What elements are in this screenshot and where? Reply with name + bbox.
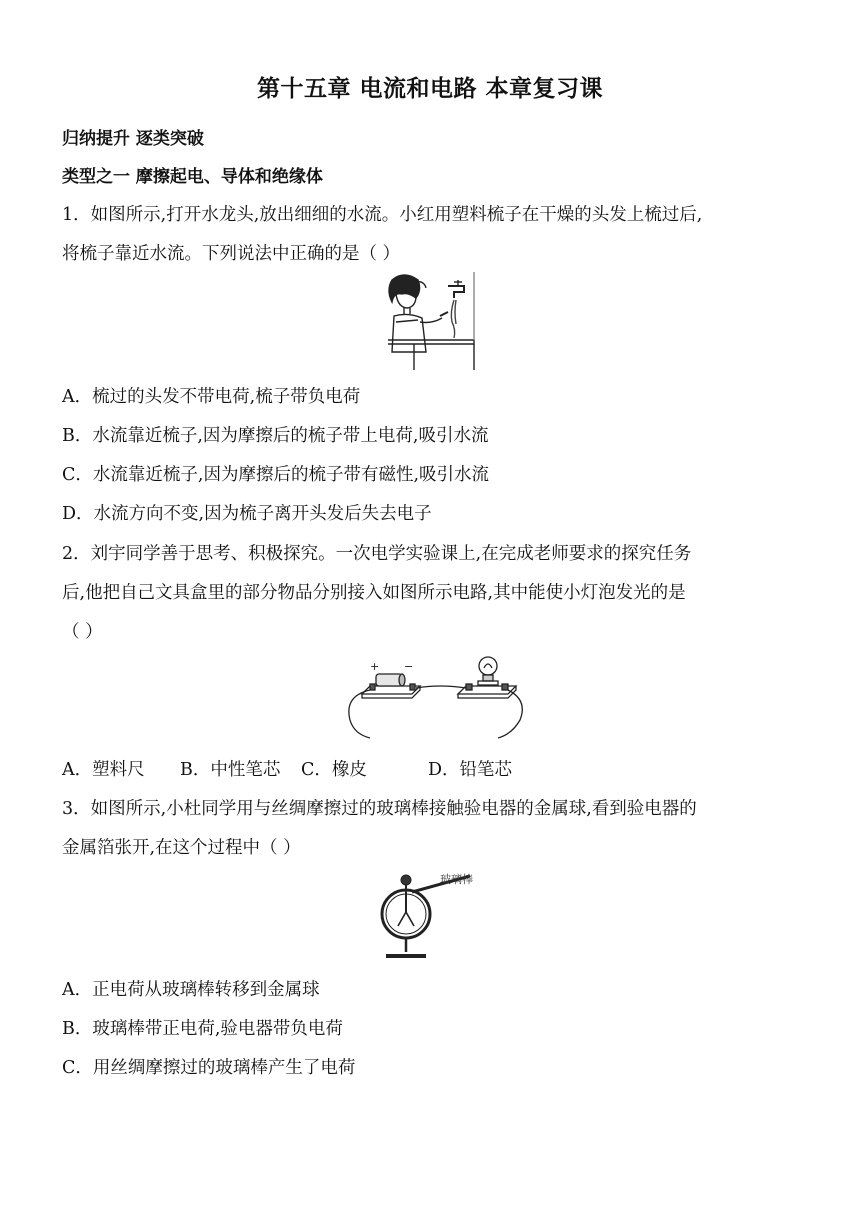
q2-options-row [62,756,512,781]
q1-option-d: D．水流方向不变,因为梳子离开头发后失去电子 [62,504,432,524]
q2-option-a: A．塑料尺 [62,760,145,780]
q3-option-c: C．用丝绸摩擦过的玻璃棒产生了电荷 [62,1058,356,1078]
q2-option-d: D．铅笔芯 [428,760,513,780]
q3-electroscope-figure [372,866,492,964]
section-heading-type1: 类型之一 摩擦起电、导体和绝缘体 [62,167,323,187]
q2-option-c: C．橡皮 [301,760,367,780]
q3-stem-line1: 3．如图所示,小杜同学用与丝绸摩擦过的玻璃棒接触验电器的金属球,看到验电器的 [62,799,697,819]
q1-stem-line2: 将梳子靠近水流。下列说法中正确的是（ ） [62,244,401,264]
q1-option-b: B．水流靠近梳子,因为摩擦后的梳子带上电荷,吸引水流 [62,426,489,446]
q3-stem-line2: 金属箔张开,在这个过程中（ ） [62,838,301,858]
section-heading-summary: 归纳提升 逐类突破 [62,129,204,149]
glass-rod-label: 玻璃棒 [440,873,473,886]
q2-circuit-figure [340,650,530,742]
q2-option-b: B．中性笔芯 [180,760,281,780]
page-title: 第十五章 电流和电路 本章复习课 [256,76,603,102]
q1-option-a: A．梳过的头发不带电荷,梳子带负电荷 [62,387,361,407]
q3-option-a: A．正电荷从玻璃棒转移到金属球 [62,980,320,1000]
battery-plus-label: + [370,660,380,673]
q2-stem-line2: 后,他把自己文具盒里的部分物品分别接入如图所示电路,其中能使小灯泡发光的是 [62,583,686,603]
q1-stem-line1: 1．如图所示,打开水龙头,放出细细的水流。小红用塑料梳子在干燥的头发上梳过后, [62,205,703,225]
q1-girl-faucet-figure [374,272,486,372]
q1-option-c: C．水流靠近梳子,因为摩擦后的梳子带有磁性,吸引水流 [62,465,490,485]
q2-stem-line3: （ ） [62,622,103,642]
q3-option-b: B．玻璃棒带正电荷,验电器带负电荷 [62,1019,343,1039]
battery-minus-label: − [404,660,414,673]
q2-stem-line1: 2．刘宇同学善于思考、积极探究。一次电学实验课上,在完成老师要求的探究任务 [62,544,692,564]
